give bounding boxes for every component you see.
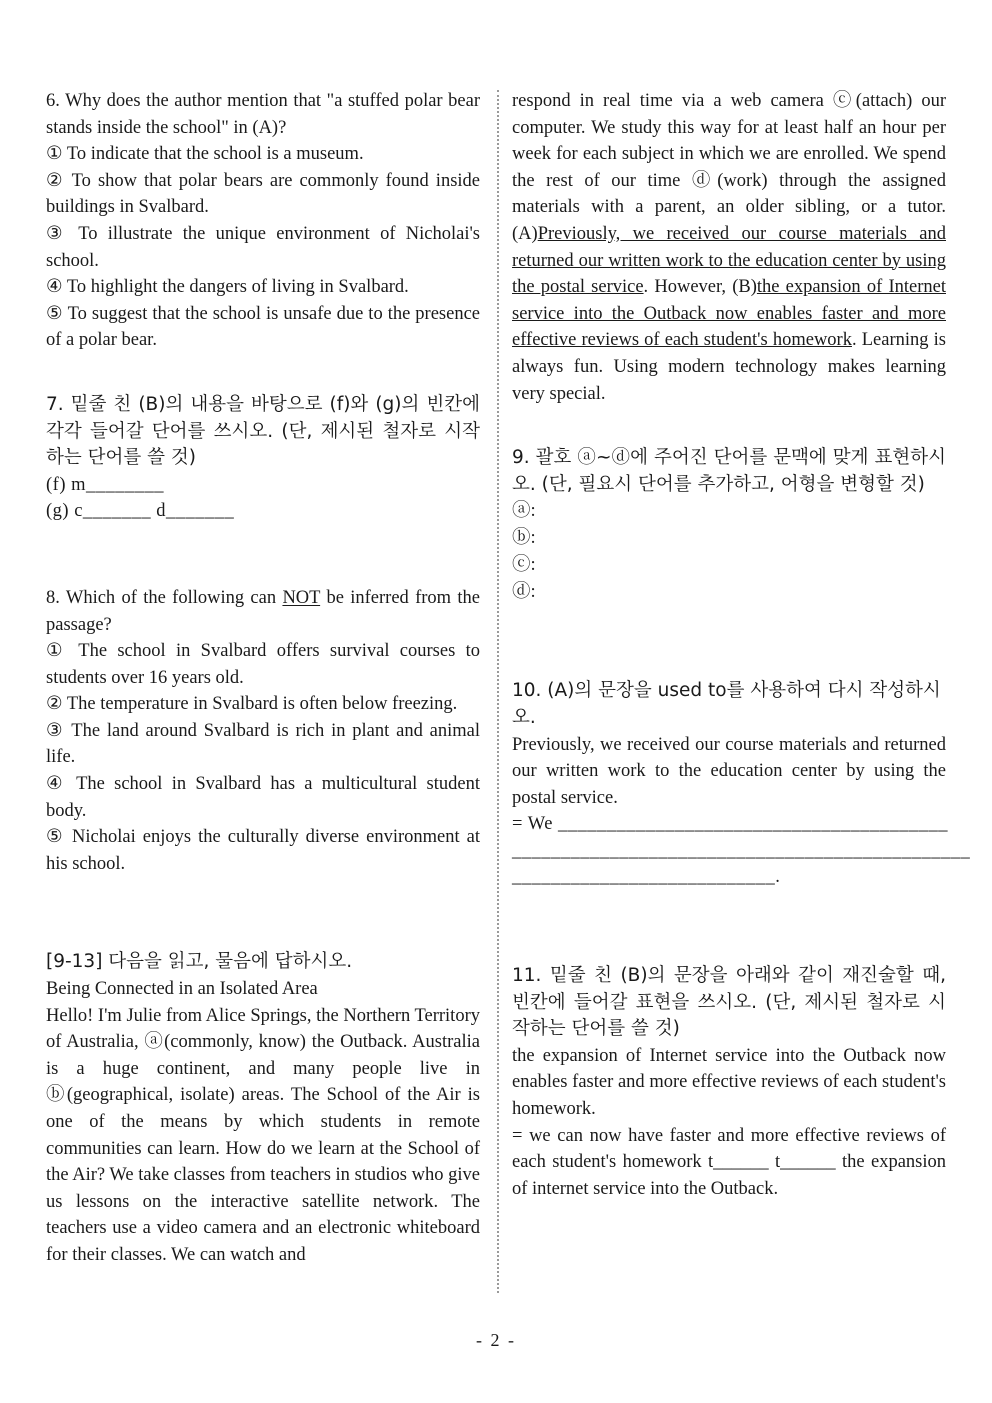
q8-stem-emphasis: NOT	[282, 587, 321, 608]
q10-quote: Previously, we received our course materials and returned our written work to the education center by using the postal service.	[512, 734, 946, 808]
passage-after-b: . Learning is always fun. Using modern technology makes learning very special.	[512, 330, 946, 404]
q10-answer-line-2[interactable]: _______________________________________________	[512, 840, 971, 861]
passage-before-a: respond in real time via a web camera ⓒ(attach) our computer. We study this way for at least half an hour per week for each subject in which we are enrolled. We spend the rest of our time ⓓ(work) through the assigned materials with a parent, an older sibling, or a tutor. (A)	[512, 91, 946, 244]
q9-answer-d[interactable]: ⓓ:	[512, 582, 536, 603]
q9-answer-b[interactable]: ⓑ:	[512, 528, 536, 549]
q8-stem-tail: be inferred from the passage?	[46, 587, 480, 635]
q6-choice-3: ③ To illustrate the unique environment of Nicholai's school.	[46, 223, 480, 271]
q10-answer-line-1[interactable]	[512, 811, 949, 838]
q6-choice-2: ② To show that polar bears are commonly found inside buildings in Svalbard.	[46, 170, 480, 218]
spacer	[512, 407, 946, 445]
q7-blank-g[interactable]: (g) c_______ d_______	[46, 501, 235, 522]
q10-answer-prefix: = We	[512, 814, 559, 835]
q8-stem	[46, 585, 480, 638]
q7-blank-f[interactable]: (f) m________	[46, 474, 164, 495]
passage-title: Being Connected in an Isolated Area	[46, 979, 318, 1000]
underlined-sentence-a: Previously, we received our course materials and returned our written work to the education center by using the postal service	[512, 223, 946, 298]
right-column	[512, 88, 971, 1202]
q6-choice-4: ④ To highlight the dangers of living in Svalbard.	[46, 277, 409, 298]
page-number: - 2 -	[476, 1330, 516, 1350]
q6-stem: 6. Why does the author mention that "a stuffed polar bear stands inside the school" in (A)?	[46, 91, 480, 138]
q8-choice-2: ② The temperature in Svalbard is often below freezing.	[46, 694, 458, 715]
q8-stem-head: 8. Which of the following can	[46, 587, 283, 608]
q11-quote: the expansion of Internet service into the Outback now enables faster and more effective reviews of each student's homework.	[512, 1045, 946, 1120]
q6-choice-1: ① To indicate that the school is a museum.	[46, 144, 364, 165]
q6-choice-5: ⑤ To suggest that the school is unsafe due to the presence of a polar bear.	[46, 303, 480, 351]
q11-stem: 11. 밑줄 친 (B)의 문장을 아래와 같이 재진술할 때, 빈칸에 들어갈 표현을 쓰시오. (단, 제시된 철자로 시작하는 단어를 쓸 것)	[512, 965, 946, 1040]
question-10	[512, 678, 971, 891]
passage-between-a-b: . However, (B)	[643, 277, 757, 298]
question-6	[46, 88, 480, 354]
question-9	[512, 445, 946, 606]
q7-stem: 7. 밑줄 친 (B)의 내용을 바탕으로 (f)와 (g)의 빈칸에 각각 들어갈 단어를 쓰시오. (단, 제시된 철자로 시작하는 단어를 쓸 것)	[46, 393, 480, 469]
question-11	[512, 963, 946, 1202]
spacer	[46, 525, 480, 585]
spacer	[512, 606, 946, 678]
underlined-sentence-b: the expansion of Internet service into the Outback now enables faster and more effective reviews of each student's homework	[512, 277, 946, 351]
q8-choice-4: ④ The school in Svalbard has a multicultural student body.	[46, 774, 480, 821]
q8-choice-3: ③ The land around Svalbard is rich in plant and animal life.	[46, 720, 480, 768]
spacer	[46, 877, 480, 949]
question-8	[46, 585, 480, 878]
q8-choice-1: ① The school in Svalbard offers survival courses to students over 16 years old.	[46, 641, 480, 688]
q9-stem: 9. 괄호 ⓐ~ⓓ에 주어진 단어를 문맥에 맞게 표현하시오. (단, 필요시 단어를 추가하고, 어형을 변형할 것)	[512, 447, 946, 495]
passage-block	[46, 949, 480, 1268]
passage-directive: [9-13] 다음을 읽고, 물음에 답하시오.	[46, 951, 353, 973]
q10-answer-blank-1: ________________________________________	[558, 814, 949, 835]
q9-answer-a[interactable]: ⓐ:	[512, 501, 536, 522]
passage-continuation	[512, 88, 946, 407]
left-column	[46, 88, 480, 1269]
q11-answer[interactable]: = we can now have faster and more effective reviews of each student's homework t______ t______ the expansion of internet service into the Outback.	[512, 1125, 946, 1199]
question-7	[46, 392, 480, 525]
two-column-body	[46, 88, 971, 1288]
spacer	[512, 891, 946, 963]
spacer	[46, 354, 480, 392]
q9-answer-c[interactable]: ⓒ:	[512, 555, 536, 576]
passage-body-part1: Hello! I'm Julie from Alice Springs, the Northern Territory of Australia, ⓐ(commonly, know) the Outback. Australia is a huge continent, and many people live in ⓑ(geographical, isolate) areas. The School of the Air is one of the means by which students in remote communities can learn. How do we learn at the School of the Air? We take classes from teachers in studios who give us lessons on the interactive satellite network. The teachers use a video camera and an electronic whiteboard for their classes. We can watch and	[46, 1005, 480, 1265]
q10-answer-line-3[interactable]: ___________________________.	[512, 867, 781, 888]
passage-body-part2	[512, 88, 946, 407]
q8-choice-5: ⑤ Nicholai enjoys the culturally diverse environment at his school.	[46, 827, 480, 874]
q10-stem: 10. (A)의 문장을 used to를 사용하여 다시 작성하시오.	[512, 680, 941, 728]
